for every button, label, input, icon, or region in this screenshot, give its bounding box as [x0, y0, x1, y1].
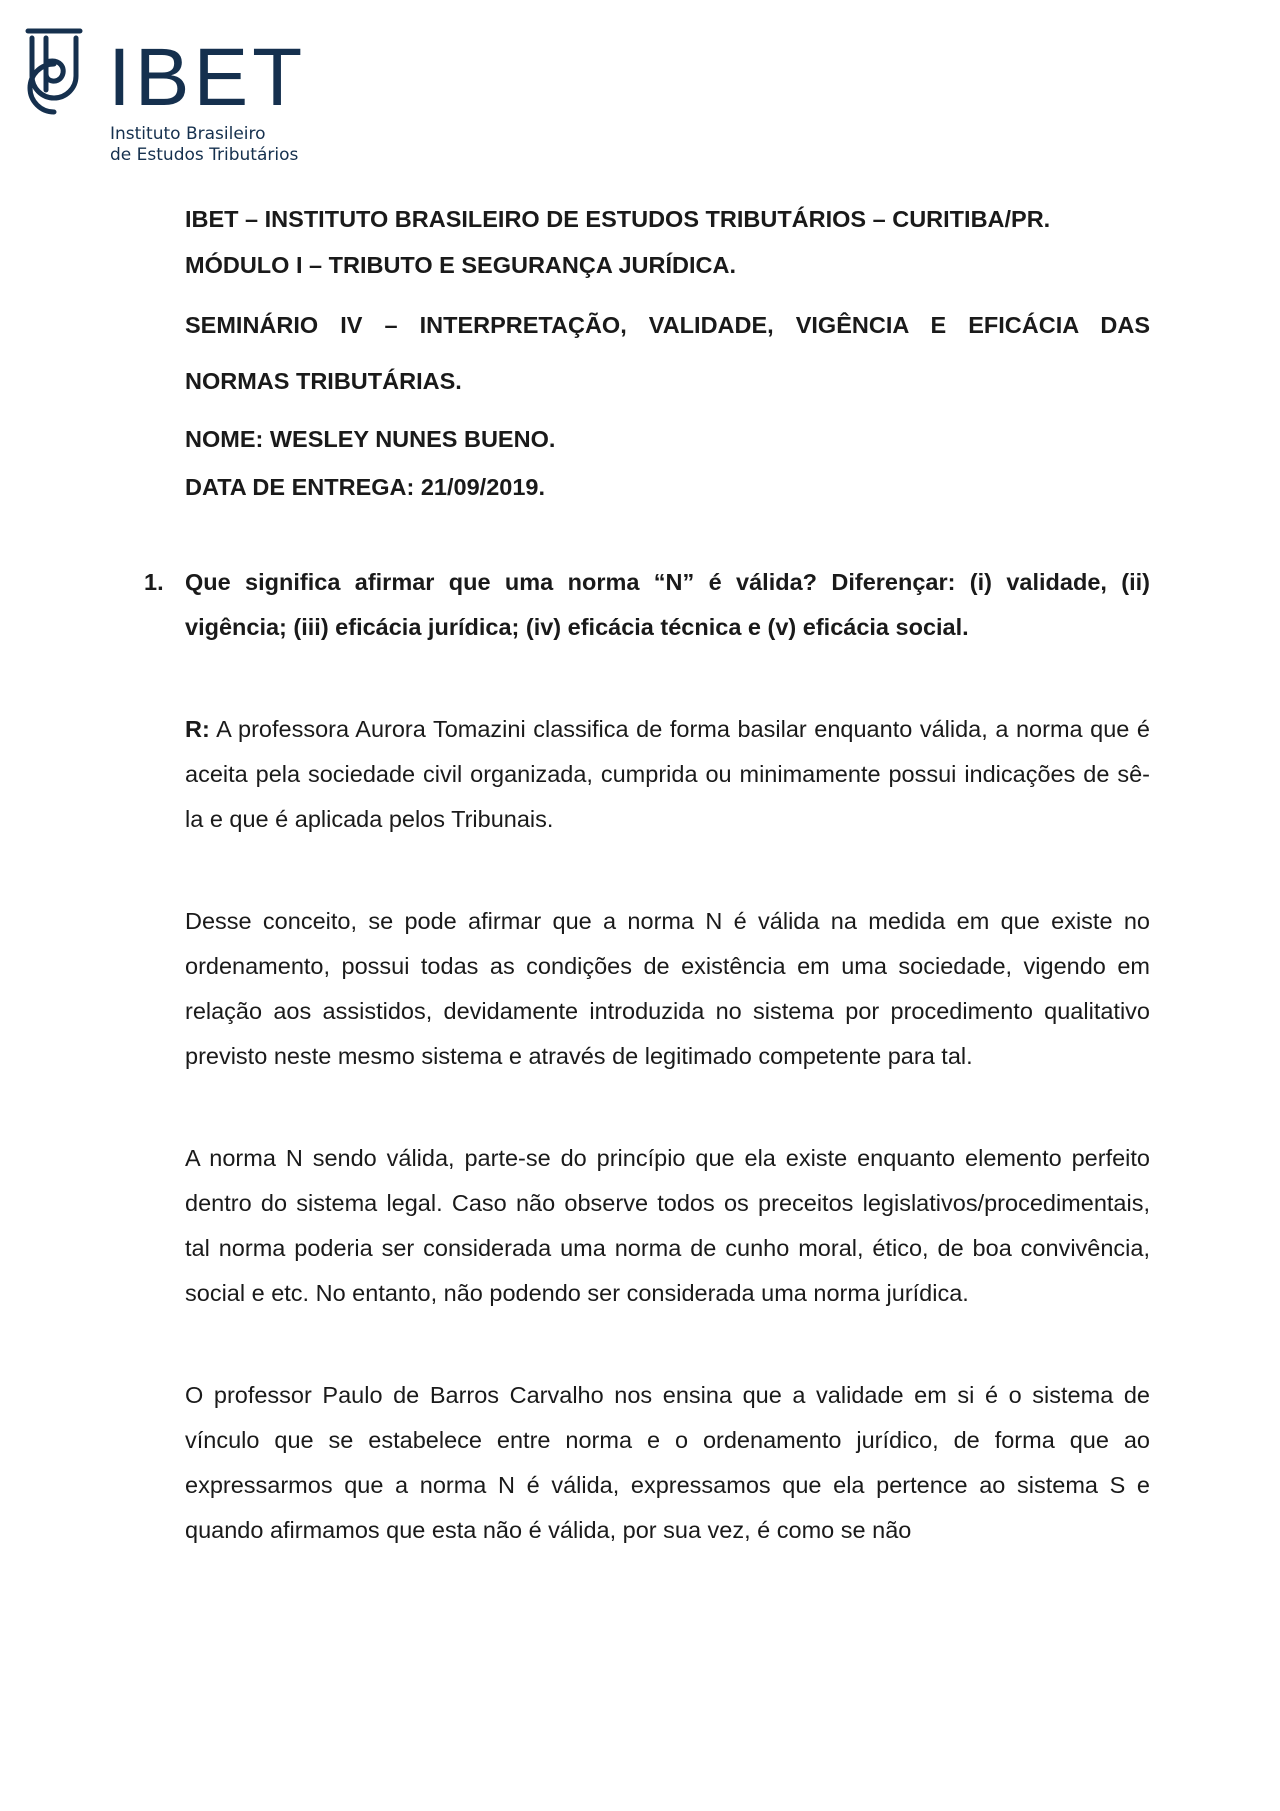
answer-paragraph-4: O professor Paulo de Barros Carvalho nos ensina que a validade em si é o sistema de vínculo que se estabelece entre norma e o ordenamento jurídico, de forma que ao expressarmos que a norma N é válida, expressamos que ela pertence ao sistema S e quando afirmamos que esta não é válida, por sua vez, é como se não [185, 1382, 1150, 1543]
delivery-date: DATA DE ENTREGA: 21/09/2019. [185, 474, 546, 500]
question-number: 1. [144, 569, 164, 595]
seminar-heading-line2: NORMAS TRIBUTÁRIAS. [185, 368, 462, 394]
question-1 [144, 560, 1150, 650]
logo-subtitle [110, 124, 298, 166]
question-text: Que significa afirmar que uma norma “N” é válida? Diferençar: (i) validade, (ii) vigência; (iii) eficácia jurídica; (iv) eficácia técnica e (v) eficácia social. [185, 569, 1150, 640]
seminar-heading-line1: SEMINÁRIO IV – INTERPRETAÇÃO, VALIDADE, VIGÊNCIA E EFICÁCIA DAS [185, 312, 1150, 338]
logo-wordmark: IBET [108, 32, 307, 123]
answer-label: R: [185, 716, 210, 742]
ibet-emblem-icon [24, 28, 84, 116]
answer-paragraph-1-text: A professora Aurora Tomazini classifica de forma basilar enquanto válida, a norma que é aceita pela sociedade civil organizada, cumprida ou minimamente possui indicações de sê-la e que é aplicada pelos Tribunais. [185, 716, 1150, 832]
institute-heading: IBET – INSTITUTO BRASILEIRO DE ESTUDOS TRIBUTÁRIOS – CURITIBA/PR. [185, 206, 1051, 232]
student-name: NOME: WESLEY NUNES BUENO. [185, 426, 556, 452]
ibet-logo [24, 28, 324, 168]
logo-subtitle-line1: Instituto Brasileiro [110, 124, 266, 144]
module-heading: MÓDULO I – TRIBUTO E SEGURANÇA JURÍDICA. [185, 252, 736, 278]
answer-paragraph-1 [185, 707, 1150, 842]
logo-subtitle-line2: de Estudos Tributários [110, 145, 299, 165]
document-body [144, 196, 1150, 1553]
answer-paragraph-2: Desse conceito, se pode afirmar que a norma N é válida na medida em que existe no ordenamento, possui todas as condições de existência em uma sociedade, vigendo em relação aos assistidos, devidamente introduzida no sistema por procedimento qualitativo previsto neste mesmo sistema e através de legitimado competente para tal. [185, 908, 1150, 1069]
answer-paragraph-3: A norma N sendo válida, parte-se do princípio que ela existe enquanto elemento perfeito dentro do sistema legal. Caso não observe todos os preceitos legislativos/procedimentais, tal norma poderia ser considerada uma norma de cunho moral, ético, de boa convivência, social e etc. No entanto, não podendo ser considerada uma norma jurídica. [185, 1145, 1150, 1306]
